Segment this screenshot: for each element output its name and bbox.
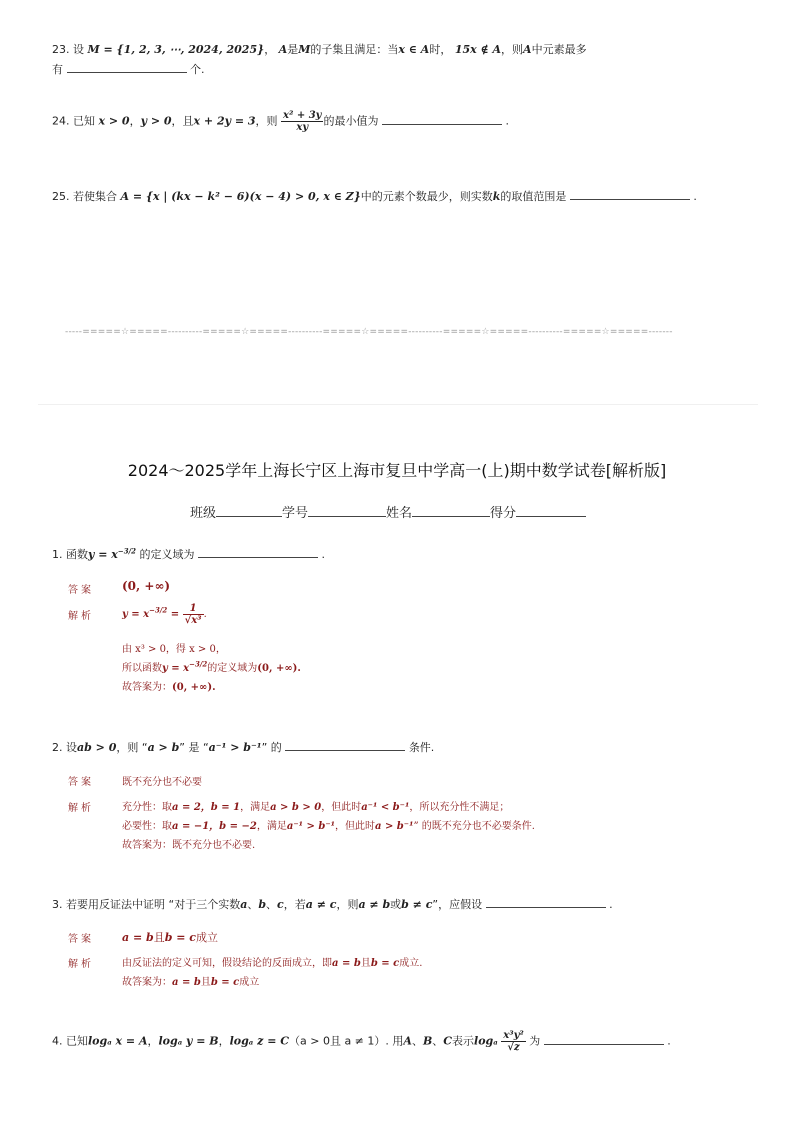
q25-number: 25. bbox=[52, 190, 70, 203]
q23-text: 个. bbox=[190, 63, 205, 76]
class-field[interactable] bbox=[216, 504, 282, 517]
q1-sol-text: 所以函数 bbox=[122, 663, 162, 674]
q1-sol-func: y = x bbox=[162, 663, 190, 674]
q3-sol-math: a = b bbox=[332, 958, 361, 969]
question-24 bbox=[52, 110, 752, 133]
q23-text: ，则 bbox=[501, 43, 524, 56]
q4-expr: logₐ y = B bbox=[158, 1034, 219, 1048]
answer-blank-1[interactable] bbox=[198, 547, 318, 558]
q23-number: 23. bbox=[52, 43, 70, 56]
q3-ans-text: 成立 bbox=[195, 931, 218, 944]
q23-var: M bbox=[298, 43, 311, 56]
q1-sol-den: √x³ bbox=[184, 615, 202, 626]
q23-set: M = {1, 2, 3, ⋯, 2024, 2025} bbox=[87, 43, 265, 56]
q3-sol-math: a = b bbox=[172, 977, 201, 988]
answer-blank-25[interactable] bbox=[570, 189, 690, 200]
q3-sol-math: b = c bbox=[370, 958, 400, 969]
q1-solution-4 bbox=[122, 678, 216, 693]
question-23 bbox=[52, 40, 752, 80]
q23-var: A bbox=[278, 43, 288, 56]
q3-sol-text: 且 bbox=[360, 958, 371, 969]
q3-cond: a ≠ b bbox=[358, 898, 391, 911]
q4-var: B bbox=[422, 1034, 433, 1048]
q3-solution-1 bbox=[122, 954, 422, 969]
q4-cond: （a > 0且 a ≠ 1） bbox=[289, 1034, 386, 1048]
q23-text: 的子集且满足：当 bbox=[310, 43, 399, 56]
answer-blank-24[interactable] bbox=[382, 114, 502, 125]
q2-sol-math: a > b⁻¹ bbox=[374, 821, 414, 832]
q3-ans-math: a = b bbox=[122, 931, 154, 944]
q1-sol-fraction bbox=[183, 603, 204, 626]
q1-sol-exp: −3/2 bbox=[189, 659, 208, 669]
q2-sol-text: 充分性：取 bbox=[122, 802, 172, 813]
q1-sol-exp: −3/2 bbox=[149, 605, 168, 615]
q3-cond: b ≠ c bbox=[401, 898, 433, 911]
q23-var: A bbox=[523, 43, 532, 56]
q3-sol-text: 由反证法的定义可知，假设结论的反面成立，即 bbox=[122, 958, 332, 969]
q24-text: ，且 bbox=[171, 114, 194, 128]
q3-number: 3. bbox=[52, 898, 63, 911]
q25-text: . bbox=[693, 190, 697, 203]
q3-text: ”，应假设 bbox=[432, 898, 483, 911]
question-3 bbox=[52, 896, 613, 912]
score-field[interactable] bbox=[516, 504, 586, 517]
question-4: 4. 已知logₐ x = A，logₐ y = B，logₐ z = C（a > 0且 a ≠ 1）. 用A、B、C表示logₐ $\frac{\text{x³y²}}{√z}$ 为 . bbox=[52, 1030, 671, 1053]
q3-text: 、 bbox=[247, 898, 259, 911]
q4-text: 已知 bbox=[66, 1034, 88, 1048]
q2-text: 条件. bbox=[408, 741, 435, 754]
q24-text: . bbox=[505, 114, 509, 128]
q24-text: ， bbox=[129, 114, 141, 128]
q2-solution-2 bbox=[122, 817, 535, 832]
q23-cond: x ∈ A bbox=[398, 43, 430, 56]
q4-text: 为 bbox=[529, 1034, 541, 1048]
q2-sol-text: ，但此时 bbox=[321, 802, 362, 813]
q3-ans-text: 且 bbox=[153, 931, 165, 944]
q25-text: 中的元素个数最少，则实数 bbox=[360, 190, 493, 203]
q1-solution-3 bbox=[122, 659, 301, 674]
answer-blank-23[interactable] bbox=[67, 62, 187, 73]
q25-text: 若使集合 bbox=[73, 190, 117, 203]
q23-text: 是 bbox=[287, 43, 299, 56]
q4-fraction bbox=[501, 1030, 526, 1053]
q2-text: ” 的 bbox=[261, 741, 282, 754]
student-info-line bbox=[190, 502, 586, 521]
question-2 bbox=[52, 739, 434, 755]
q1-exp: −3/2 bbox=[117, 546, 136, 556]
q2-sol-math: a⁻¹ < b⁻¹ bbox=[361, 802, 410, 813]
q4-log: logₐ bbox=[474, 1034, 498, 1048]
q24-frac-num: x² + 3y bbox=[283, 110, 322, 121]
q3-solution-2 bbox=[122, 973, 259, 988]
q4-text: . 用 bbox=[385, 1034, 404, 1048]
q23-text: 中元素最多 bbox=[531, 43, 587, 56]
q2-sol-text: ，所以充分性不满足； bbox=[409, 802, 510, 813]
q24-frac-den: xy bbox=[296, 122, 309, 133]
q2-cond: ab > 0 bbox=[77, 741, 117, 754]
q3-sol-text: 成立. bbox=[399, 958, 423, 969]
q1-sol-num: 1 bbox=[183, 603, 204, 615]
q1-answer: (0, +∞) bbox=[122, 579, 171, 593]
q24-text: 已知 bbox=[73, 114, 95, 128]
q1-sol-eq: = bbox=[167, 609, 183, 620]
q3-sol-text: 成立 bbox=[239, 977, 260, 988]
q3-analysis-label: 解析 bbox=[68, 959, 94, 970]
page-title: 2024～2025学年上海长宁区上海市复旦中学高一(上)期中数学试卷[解析版] bbox=[127, 461, 667, 480]
q2-sol-text: ，满足 bbox=[240, 802, 271, 813]
q4-var: C bbox=[443, 1034, 453, 1048]
q2-sol-text: ，但此时 bbox=[334, 821, 375, 832]
q1-analysis-label: 解析 bbox=[68, 611, 94, 622]
q23-text: ， bbox=[264, 43, 276, 56]
q2-sol-math: a = 2，b = 1 bbox=[172, 802, 241, 813]
q23-text: 有 bbox=[52, 63, 63, 76]
page-break-line bbox=[38, 404, 758, 405]
q3-text: 若要用反证法中证明 “对于三个实数 bbox=[66, 898, 241, 911]
q25-var: k bbox=[492, 190, 501, 203]
q24-cond: x + 2y = 3 bbox=[193, 114, 256, 128]
answer-blank-4[interactable] bbox=[544, 1034, 664, 1045]
q3-text: 、 bbox=[266, 898, 278, 911]
q4-text: . bbox=[667, 1034, 671, 1048]
q4-text: ， bbox=[218, 1034, 230, 1048]
q4-text: ， bbox=[147, 1034, 159, 1048]
q2-sol-math: a⁻¹ > b⁻¹ bbox=[286, 821, 335, 832]
q1-answer-label: 答案 bbox=[68, 585, 94, 596]
q24-text: ，则 bbox=[255, 114, 278, 128]
q24-number: 24. bbox=[52, 114, 70, 128]
q1-sol-text: . bbox=[203, 609, 207, 620]
q23-cond: 15x ∉ A bbox=[454, 43, 502, 56]
q2-cond: a⁻¹ > b⁻¹ bbox=[208, 741, 262, 754]
q2-cond: a > b bbox=[147, 741, 180, 754]
q2-text: ” 是 “ bbox=[179, 741, 209, 754]
q2-answer: 既不充分也不必要 bbox=[122, 777, 202, 788]
q2-solution-3: 故答案为：既不充分也不必要. bbox=[122, 840, 256, 851]
q2-sol-math: a = −1，b = −2 bbox=[172, 821, 257, 832]
q1-text: 函数 bbox=[66, 548, 88, 561]
q3-answer-label: 答案 bbox=[68, 934, 94, 945]
q2-analysis-label: 解析 bbox=[68, 803, 94, 814]
q3-text: ，则 bbox=[336, 898, 359, 911]
q23-text: 时， bbox=[429, 43, 452, 56]
name-field[interactable] bbox=[412, 504, 490, 517]
q4-var: A bbox=[403, 1034, 412, 1048]
q3-text: 或 bbox=[390, 898, 402, 911]
q4-expr: logₐ x = A bbox=[88, 1034, 148, 1048]
q24-cond: y > 0 bbox=[140, 114, 172, 128]
question-25 bbox=[52, 188, 772, 204]
q25-text: 的取值范围是 bbox=[500, 190, 567, 203]
q2-text: 设 bbox=[66, 741, 77, 754]
answer-blank-3[interactable] bbox=[486, 897, 606, 908]
q1-text: 的定义域为 bbox=[139, 548, 195, 561]
q1-func: y = x bbox=[88, 548, 118, 561]
q3-sol-math: b = c bbox=[210, 977, 240, 988]
q3-answer bbox=[122, 929, 218, 945]
q3-var: b bbox=[258, 898, 267, 911]
q2-sol-math: a > b > 0 bbox=[270, 802, 322, 813]
q1-solution-2: 由 x³ > 0，得 x > 0， bbox=[122, 644, 226, 655]
q2-sol-text: ” 的既不充分也不必要条件. bbox=[413, 821, 535, 832]
q3-sol-text: 且 bbox=[200, 977, 211, 988]
q2-sol-text: ，满足 bbox=[256, 821, 287, 832]
q3-ans-math: b = c bbox=[164, 931, 196, 944]
q3-text: . bbox=[609, 898, 613, 911]
q24-text: 的最小值为 bbox=[323, 114, 379, 128]
q1-sol-func: y = x bbox=[122, 609, 150, 620]
q3-var: c bbox=[277, 898, 284, 911]
q1-text: . bbox=[321, 548, 325, 561]
q3-cond: a ≠ c bbox=[305, 898, 337, 911]
q23-text: 设 bbox=[73, 43, 84, 56]
q3-sol-text: 故答案为： bbox=[122, 977, 172, 988]
q4-expr: logₐ z = C bbox=[229, 1034, 289, 1048]
q1-sol-text: 故答案为： bbox=[122, 682, 172, 693]
q24-fraction bbox=[281, 110, 323, 133]
q4-frac-num: x³y² bbox=[503, 1030, 524, 1041]
q2-answer-label: 答案 bbox=[68, 777, 94, 788]
q2-sol-text: 必要性：取 bbox=[122, 821, 172, 832]
q3-text: ，若 bbox=[283, 898, 306, 911]
q2-text: ，则 “ bbox=[116, 741, 148, 754]
question-1 bbox=[52, 546, 325, 562]
q4-number: 4. bbox=[52, 1034, 63, 1048]
score-label: 得分 bbox=[490, 506, 517, 521]
q1-sol-text: 的定义域为 bbox=[207, 663, 258, 674]
q1-solution-1 bbox=[122, 603, 207, 626]
id-field[interactable] bbox=[308, 504, 386, 517]
class-label: 班级 bbox=[190, 506, 217, 521]
q1-sol-interval: (0, +∞). bbox=[172, 682, 216, 693]
q4-text: 表示 bbox=[452, 1034, 475, 1048]
id-label: 学号 bbox=[282, 506, 309, 521]
q1-sol-interval: (0, +∞). bbox=[257, 663, 301, 674]
section-divider: -----=====☆=====----------=====☆=====----------=====☆=====----------=====☆=====----------=====☆=====------- bbox=[65, 327, 673, 337]
q2-number: 2. bbox=[52, 741, 63, 754]
q25-set: A = {x | (kx − k² − 6)(x − 4) > 0, x ∈ Z} bbox=[120, 190, 361, 203]
q1-number: 1. bbox=[52, 548, 63, 561]
q3-var: a bbox=[240, 898, 248, 911]
name-label: 姓名 bbox=[386, 506, 413, 521]
q24-cond: x > 0 bbox=[98, 114, 130, 128]
answer-blank-2[interactable] bbox=[285, 740, 405, 751]
q2-solution-1 bbox=[122, 798, 509, 813]
q4-frac-den: √z bbox=[507, 1042, 520, 1053]
